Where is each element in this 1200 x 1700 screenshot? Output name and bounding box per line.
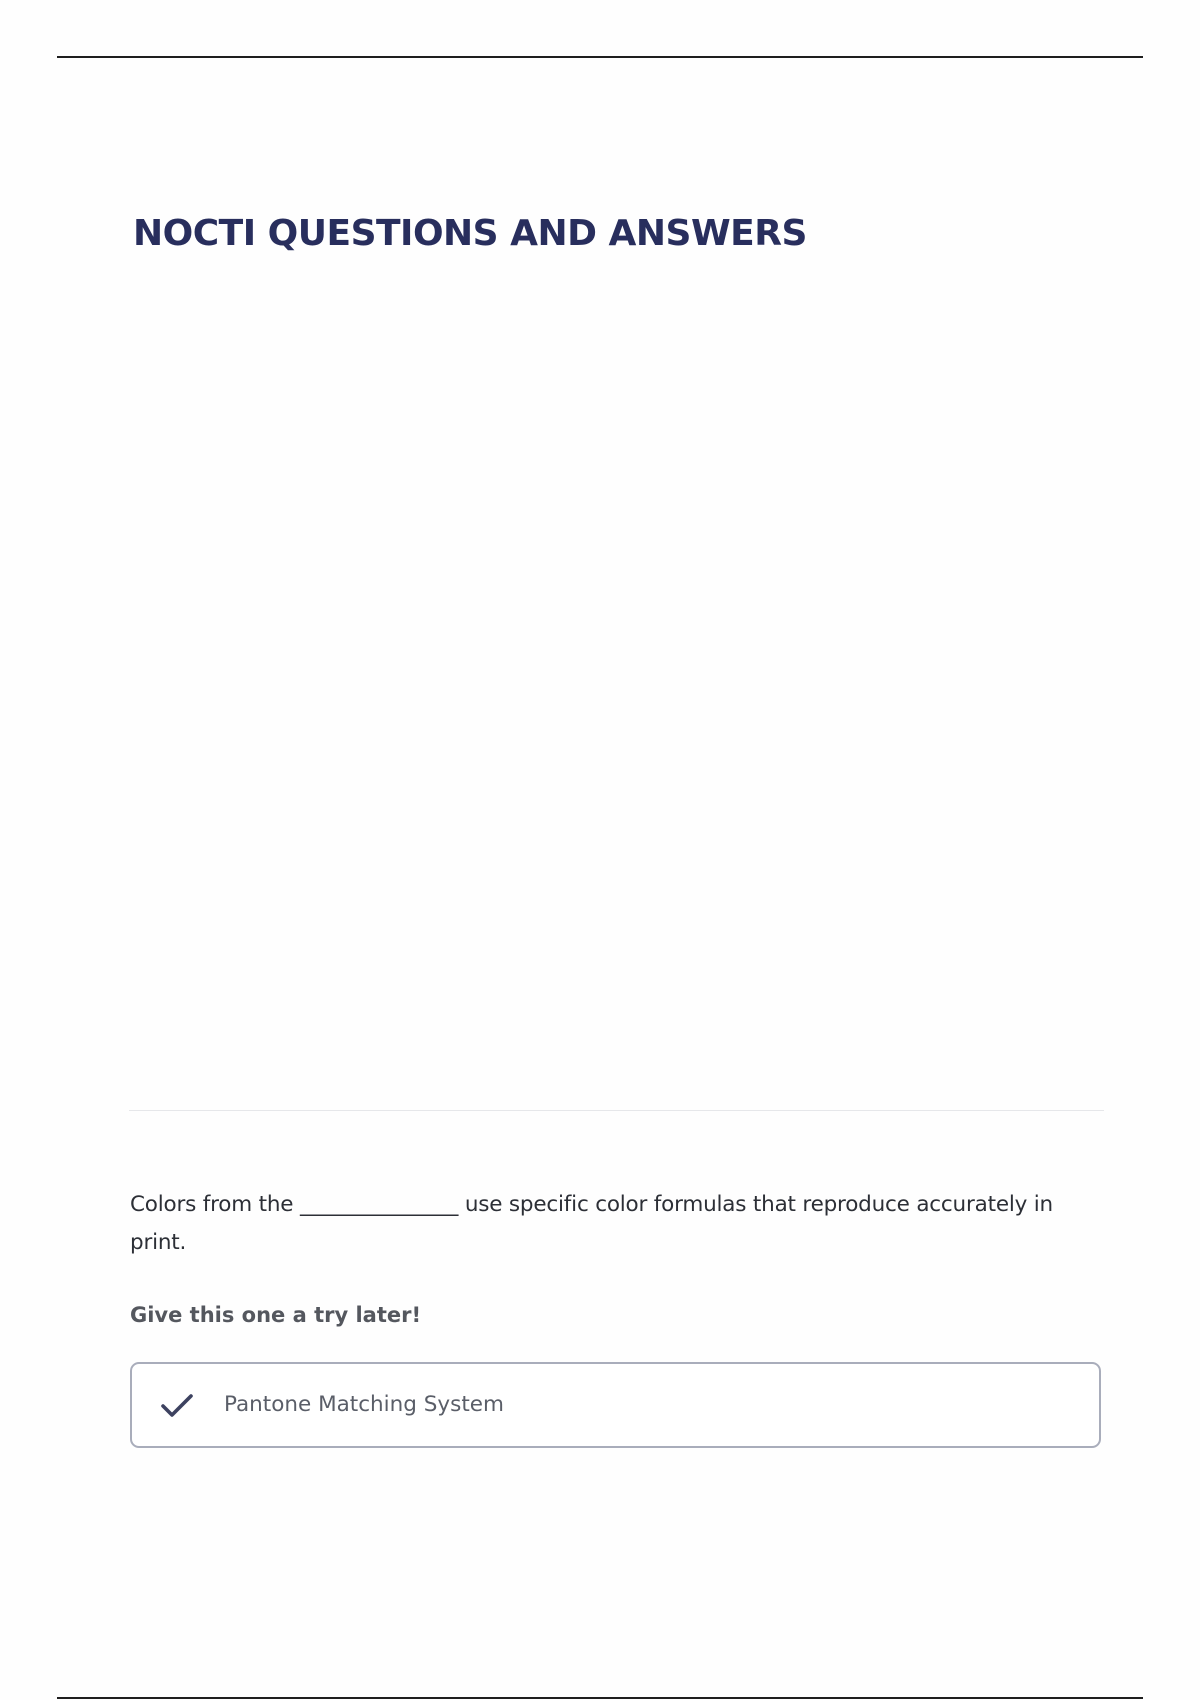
try-later-prompt: Give this one a try later!	[130, 1303, 422, 1327]
top-rule	[57, 56, 1143, 58]
answer-card[interactable]	[130, 1362, 1101, 1448]
check-icon	[160, 1391, 194, 1421]
question-text: Colors from the _______________ use specific color formulas that reproduce accurately in print.	[130, 1192, 1053, 1255]
page-title: NOCTI QUESTIONS AND ANSWERS	[133, 213, 807, 254]
bottom-rule	[57, 1697, 1143, 1699]
section-divider	[129, 1110, 1104, 1111]
answer-text: Pantone Matching System	[224, 1392, 504, 1417]
